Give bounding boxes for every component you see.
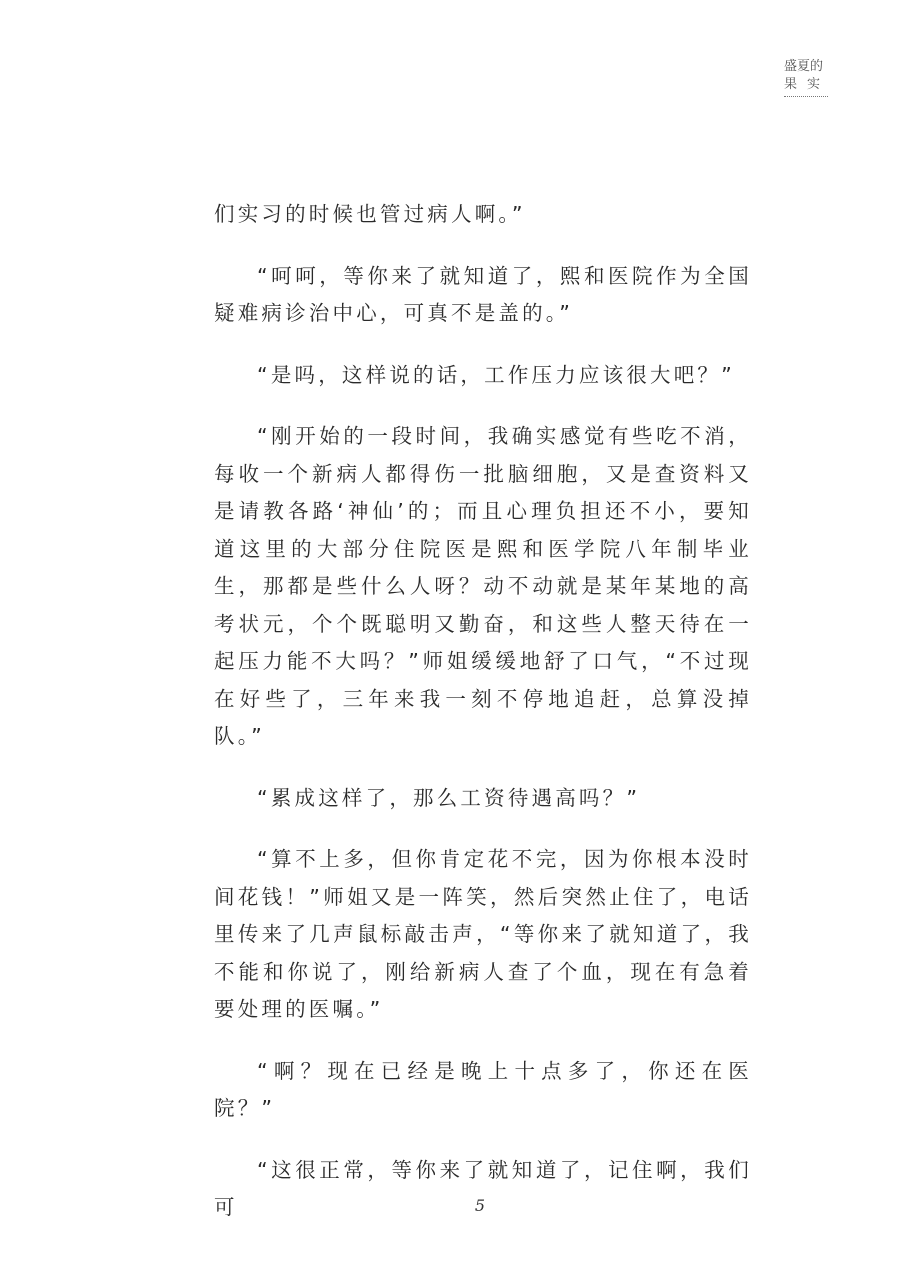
page-body-text [214, 196, 752, 1227]
page-number: 5 [474, 1196, 486, 1215]
paragraph: “呵呵，等你来了就知道了，熙和医院作为全国疑难病诊治中心，可真不是盖的。” [214, 263, 752, 325]
paragraph: “算不上多，但你肯定花不完，因为你根本没时间花钱！”师姐又是一阵笑，然后突然止住了，电话里传来了几声鼠标敲击声，“等你来了就知道了，我不能和你说了，刚给新病人查了个血，现在有急着要处理的医嘱。” [214, 847, 752, 1021]
paragraph: “这很正常，等你来了就知道了，记住啊，我们可 [214, 1157, 752, 1219]
paragraph: “啊？现在已经是晚上十点多了，你还在医院？” [214, 1058, 752, 1120]
paragraph-continuation: 们实习的时候也管过病人啊。” [214, 202, 526, 226]
paragraph: “是吗，这样说的话，工作压力应该很大吧？” [257, 362, 735, 387]
book-title-line1: 盛夏的 [784, 59, 824, 74]
running-head [784, 58, 834, 98]
book-title-line2: 果实 [784, 77, 831, 92]
paragraph: “累成这样了，那么工资待遇高吗？” [257, 785, 641, 810]
paragraph: “刚开始的一段时间，我确实感觉有些吃不消，每收一个新病人都得伤一批脑细胞，又是查资料又是请教各路‘神仙’的；而且心理负担还不小，要知道这里的大部分住院医是熙和医学院八年制毕业生，那都是些什么人呀？动不动就是某年某地的高考状元，个个既聪明又勤奋，和这些人整天待在一起压力能不大吗？”师姐缓缓地舒了口气，“不过现在好些了，三年来我一刻不停地追赶，总算没掉队。” [214, 424, 752, 748]
header-dotted-rule [784, 96, 828, 98]
